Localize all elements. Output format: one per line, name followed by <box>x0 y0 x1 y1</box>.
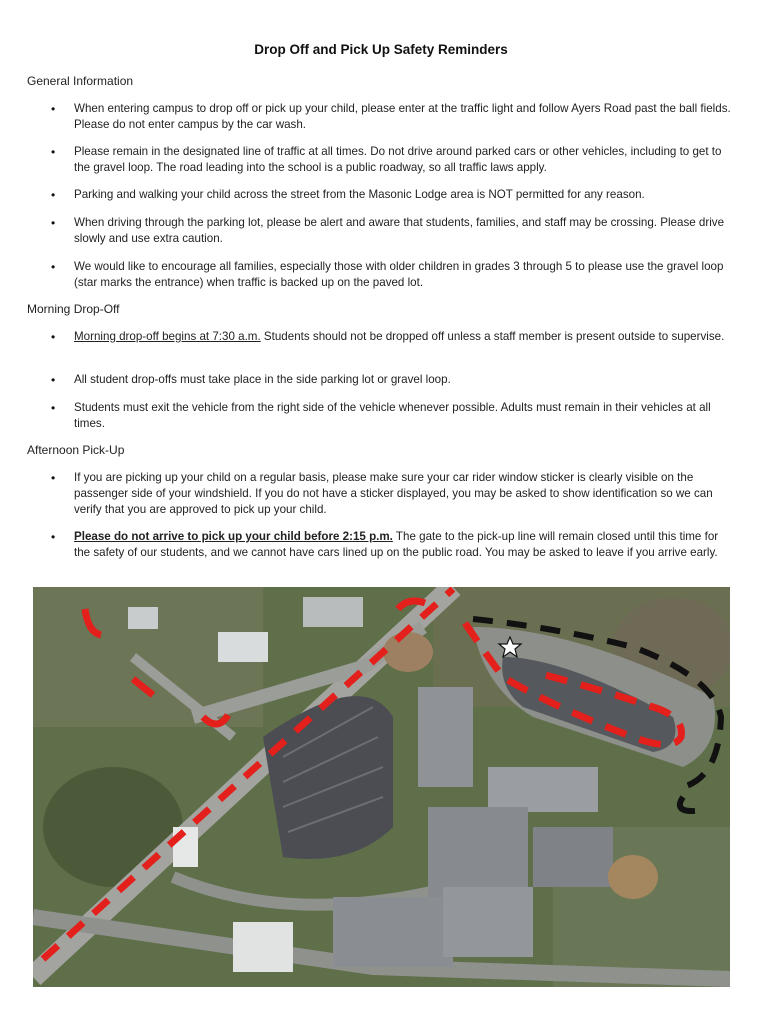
school-building <box>428 807 528 897</box>
school-building <box>333 897 453 967</box>
item-text: The gate to the pick-up line will remain closed until this time for the safety of our students, and we cannot have cars lined up on the public road. You may be asked to leave if you arrive early. <box>74 530 719 559</box>
bullet: • <box>51 330 56 344</box>
playground <box>383 632 433 672</box>
bullet: • <box>51 373 56 387</box>
bullet: • <box>51 530 56 544</box>
list-item: We would like to encourage all families, especially those with older children in grades 3 through 5 to please use the gravel loop (star marks the entrance) when traffic is backed up on the paved lot. <box>74 260 724 289</box>
section-heading-general: General Information <box>27 74 134 88</box>
building-roof <box>303 597 363 627</box>
list-item: All student drop-offs must take place in the side parking lot or gravel loop. <box>74 373 451 386</box>
emphasis-text: Please do not arrive to pick up your child before 2:15 p.m. <box>74 530 393 543</box>
bullet: • <box>51 260 56 274</box>
building-roof <box>128 607 158 629</box>
bullet: • <box>51 102 56 116</box>
bullet: • <box>51 145 56 159</box>
list-item: Parking and walking your child across the street from the Masonic Lodge area is NOT permitted for any reason. <box>74 188 645 201</box>
bullet: • <box>51 188 56 202</box>
playground <box>608 855 658 899</box>
bullet: • <box>51 216 56 230</box>
emphasis-text: Morning drop-off begins at 7:30 a.m. <box>74 330 261 343</box>
section-heading-afternoon: Afternoon Pick-Up <box>27 443 125 457</box>
list-item: When driving through the parking lot, please be alert and aware that students, families, and staff may be crossing. Please drive slowly and use extra caution. <box>74 216 725 245</box>
bullet: • <box>51 401 56 415</box>
building-roof <box>218 632 268 662</box>
list-item: Please remain in the designated line of traffic at all times. Do not drive around parked cars or other vehicles, including to get to the gravel loop. The road leading into the school is a public roadway, so all traffic laws apply. <box>74 145 722 174</box>
list-item: If you are picking up your child on a regular basis, please make sure your car rider window sticker is clearly visible on the passenger side of your windshield. If you do not have a sticker displayed, you may be asked to show identification so we can verify that you are approved to pick up your child. <box>74 471 713 516</box>
school-building <box>418 687 473 787</box>
school-building <box>533 827 613 887</box>
list-item <box>74 529 736 561</box>
school-building <box>443 887 533 957</box>
list-item: Students must exit the vehicle from the right side of the vehicle whenever possible. Adults must remain in their vehicles at all times. <box>74 401 711 430</box>
list-item: When entering campus to drop off or pick up your child, please enter at the traffic light and follow Ayers Road past the ball fields. Please do not enter campus by the car wash. <box>74 102 731 131</box>
aerial-map <box>33 587 730 987</box>
bullet: • <box>51 471 56 485</box>
item-text: Students should not be dropped off unless a staff member is present outside to supervise. <box>260 330 725 343</box>
school-building <box>488 767 598 812</box>
list-item <box>74 329 736 345</box>
aerial-map-image <box>33 587 730 987</box>
page-title: Drop Off and Pick Up Safety Reminders <box>254 42 508 57</box>
building-roof <box>173 827 198 867</box>
building-roof <box>233 922 293 972</box>
section-heading-morning: Morning Drop-Off <box>27 302 120 316</box>
